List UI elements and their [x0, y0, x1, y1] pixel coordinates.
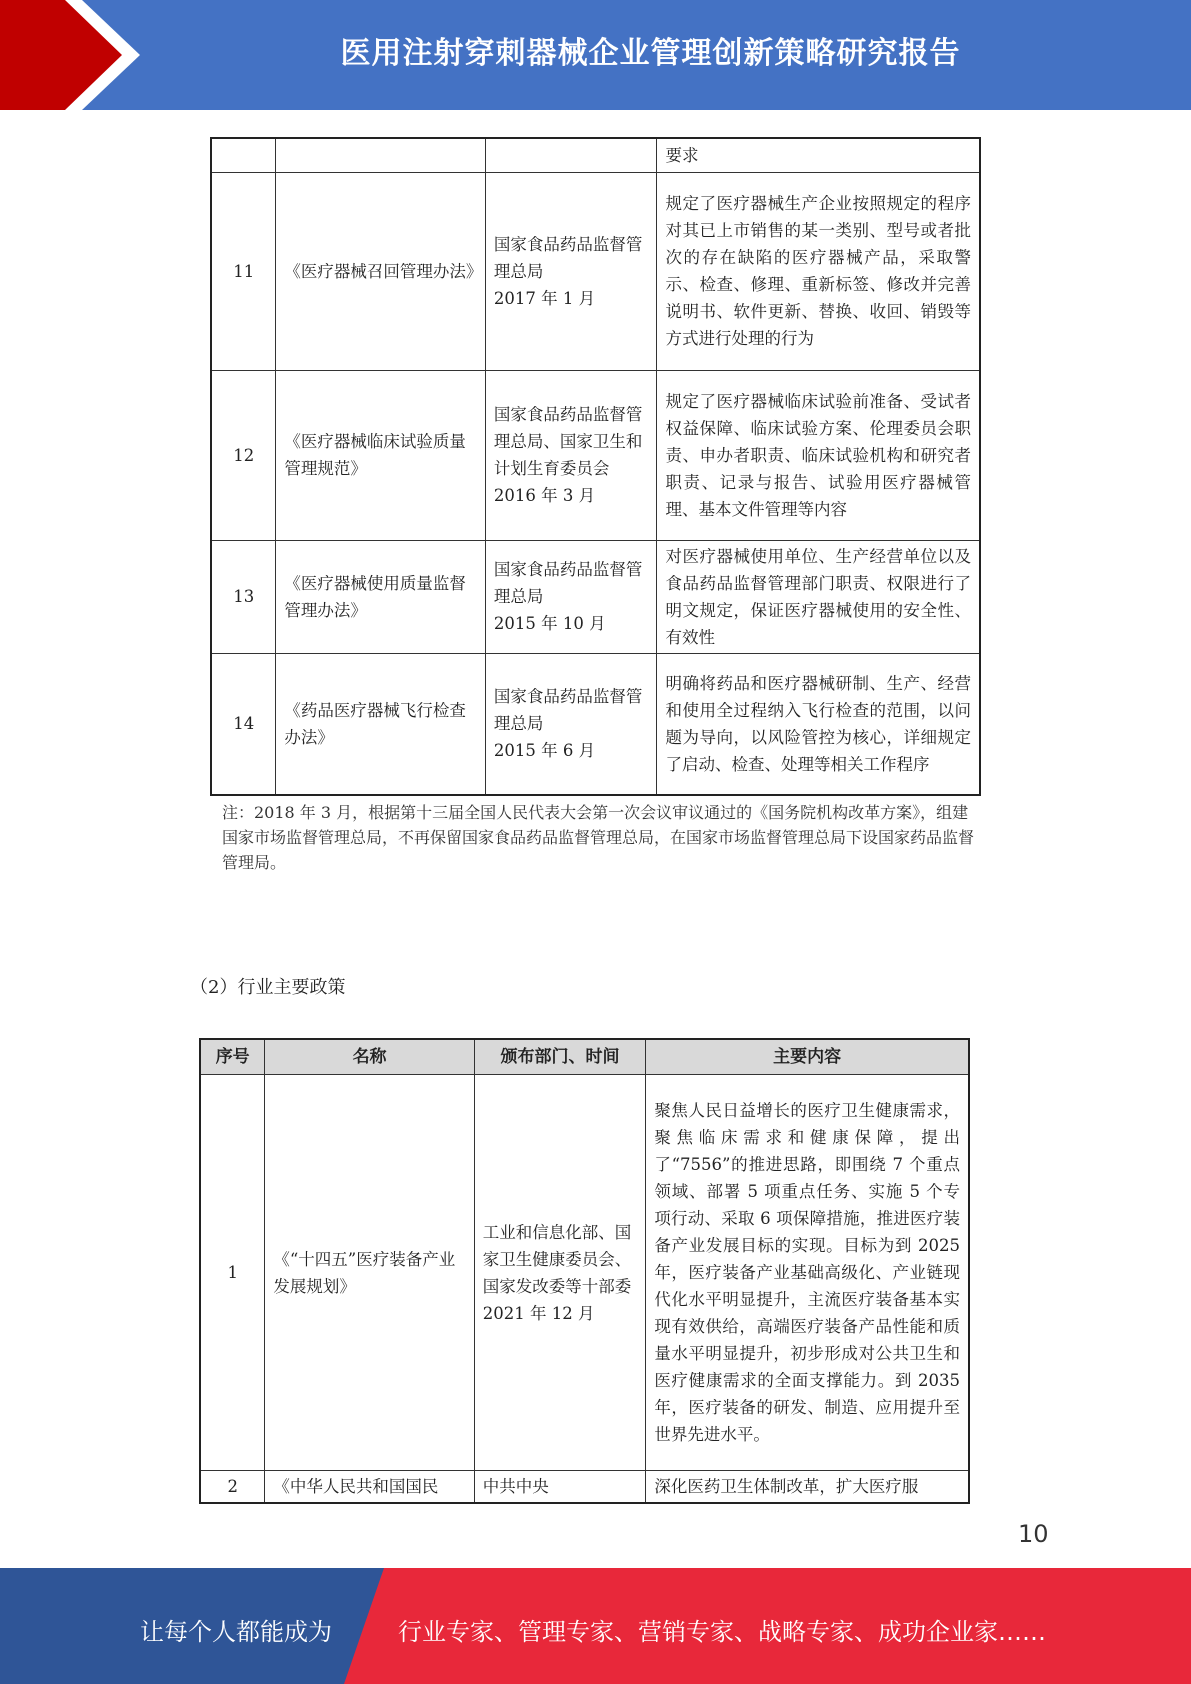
footer-banner — [0, 1568, 1191, 1684]
footer-slogan-right: 行业专家、管理专家、营销专家、战略专家、成功企业家…… — [398, 1618, 1046, 1646]
regulation-dept: 国家食品药品监督管理总局 2017 年 1 月 — [485, 172, 657, 370]
regulation-content: 规定了医疗器械临床试验前准备、受试者权益保障、临床试验方案、伦理委员会职责、申办者职责、临床试验机构和研究者职责、记录与报告、试验用医疗器械管理、基本文件管理等内容 — [657, 370, 980, 540]
header-arrow-decoration — [0, 0, 160, 110]
policy-dept: 中共中央 — [474, 1471, 646, 1504]
policy-content: 深化医药卫生体制改革，扩大医疗服 — [646, 1471, 969, 1504]
table-header-row — [200, 1039, 969, 1075]
regulation-name: 《医疗器械召回管理办法》 — [276, 172, 485, 370]
page-number: 10 — [1018, 1520, 1049, 1548]
policies-table — [199, 1038, 970, 1504]
table-row — [211, 653, 980, 795]
regulation-name: 《药品医疗器械飞行检查办法》 — [276, 653, 485, 795]
footer-slogan-left: 让每个人都能成为 — [140, 1618, 332, 1646]
table-row — [211, 138, 980, 172]
table-row — [211, 172, 980, 370]
policy-content: 聚焦人民日益增长的医疗卫生健康需求，聚焦临床需求和健康保障，提出了“7556”的推进思路，即围绕 7 个重点领域、部署 5 项重点任务、实施 5 个专项行动、采取 6 项保障措施，推进医疗装备产业发展目标的实现。目标为到 2025 年，医疗装备产业基础高级化、产业链现代化水平明显提升，主流医疗装备基本实现有效供给，高端医疗装备产品性能和质量水平明显提升，初步形成对公共卫生和医疗健康需求的全面支撑能力。到 2035 年，医疗装备的研发、制造、应用提升至世界先进水平。 — [646, 1075, 969, 1471]
regulation-dept: 国家食品药品监督管理总局 2015 年 6 月 — [485, 653, 657, 795]
regulation-name: 《医疗器械临床试验质量管理规范》 — [276, 370, 485, 540]
row-number: 11 — [211, 172, 276, 370]
section-heading: （2）行业主要政策 — [190, 977, 346, 998]
policy-name: 《“十四五”医疗装备产业发展规划》 — [265, 1075, 474, 1471]
report-title: 医用注射穿刺器械企业管理创新策略研究报告 — [340, 36, 961, 71]
header-dept: 颁布部门、时间 — [474, 1039, 646, 1075]
regulation-dept: 国家食品药品监督管理总局、国家卫生和计划生育委员会 2016 年 3 月 — [485, 370, 657, 540]
policy-dept: 工业和信息化部、国家卫生健康委员会、国家发改委等十部委 2021 年 12 月 — [474, 1075, 646, 1471]
row-number: 14 — [211, 653, 276, 795]
table-row — [211, 540, 980, 653]
row-number: 13 — [211, 540, 276, 653]
regulation-content: 明确将药品和医疗器械研制、生产、经营和使用全过程纳入飞行检查的范围，以问题为导向，以风险管控为核心，详细规定了启动、检查、处理等相关工作程序 — [657, 653, 980, 795]
regulation-name: 《医疗器械使用质量监督管理办法》 — [276, 540, 485, 653]
table-cell: 要求 — [657, 138, 980, 172]
row-number: 2 — [200, 1471, 265, 1504]
regulations-table — [210, 137, 981, 796]
header-name: 名称 — [265, 1039, 474, 1075]
regulation-content: 规定了医疗器械生产企业按照规定的程序对其已上市销售的某一类别、型号或者批次的存在缺陷的医疗器械产品，采取警示、检查、修理、重新标签、修改并完善说明书、软件更新、替换、收回、销毁等方式进行处理的行为 — [657, 172, 980, 370]
regulation-dept: 国家食品药品监督管理总局 2015 年 10 月 — [485, 540, 657, 653]
header-no: 序号 — [200, 1039, 265, 1075]
row-number: 12 — [211, 370, 276, 540]
header-content: 主要内容 — [646, 1039, 969, 1075]
table-row — [211, 370, 980, 540]
row-number: 1 — [200, 1075, 265, 1471]
policy-name: 《中华人民共和国国民 — [265, 1471, 474, 1504]
table-note: 注：2018 年 3 月，根据第十三届全国人民代表大会第一次会议审议通过的《国务院机构改革方案》，组建国家市场监督管理总局，不再保留国家食品药品监督管理总局，在国家市场监督管理总局下设国家药品监督管理局。 — [222, 803, 975, 872]
regulation-content: 对医疗器械使用单位、生产经营单位以及食品药品监督管理部门职责、权限进行了明文规定，保证医疗器械使用的安全性、有效性 — [657, 540, 980, 653]
table-row — [200, 1471, 969, 1504]
header-banner — [0, 0, 1191, 110]
table-row — [200, 1075, 969, 1471]
